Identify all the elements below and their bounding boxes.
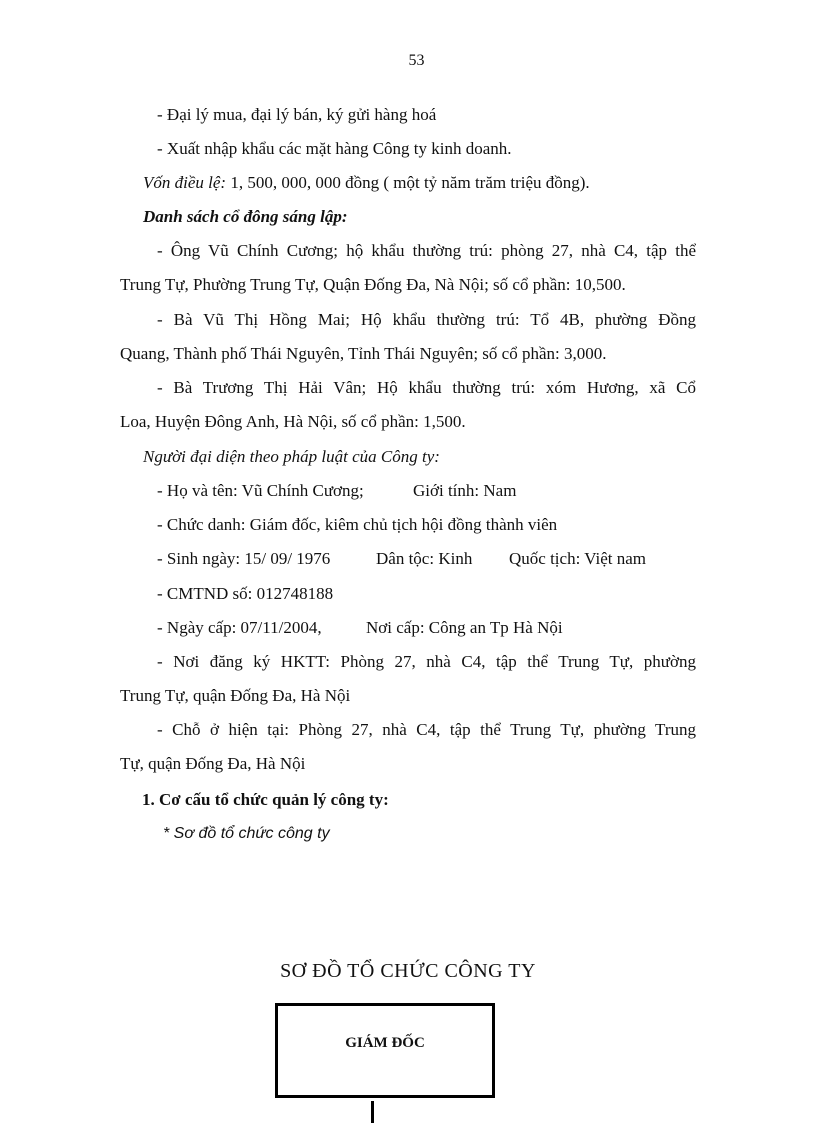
founder-3-line-1: - Bà Trương Thị Hải Vân; Hộ khẩu thường trú: xóm Hương, xã Cổ	[157, 378, 696, 397]
business-line-1: - Đại lý mua, đại lý bán, ký gửi hàng hoá	[157, 105, 437, 124]
rep-nationality: Quốc tịch: Việt nam	[509, 549, 646, 568]
representative-heading: Người đại diện theo pháp luật của Công ty:	[143, 447, 440, 466]
rep-current-line-2: Tự, quận Đống Đa, Hà Nội	[120, 754, 306, 773]
rep-gender: Giới tính: Nam	[413, 481, 517, 500]
founder-2-line-1: - Bà Vũ Thị Hồng Mai; Hộ khẩu thường trú: Tổ 4B, phường Đồng	[157, 310, 696, 329]
founder-1-line-1: - Ông Vũ Chính Cương; hộ khẩu thường trú: phòng 27, nhà C4, tập thể	[157, 241, 696, 260]
charter-capital-value: 1, 500, 000, 000 đồng ( một tỷ năm trăm triệu đồng).	[230, 173, 590, 192]
page-number: 53	[408, 52, 425, 69]
founder-2-line-2: Quang, Thành phố Thái Nguyên, Tỉnh Thái Nguyên; số cổ phần: 3,000.	[120, 344, 607, 363]
org-chart-title: SƠ ĐỒ TỔ CHỨC CÔNG TY	[280, 960, 536, 982]
founders-heading: Danh sách cổ đông sáng lập:	[143, 207, 348, 226]
business-line-2: - Xuất nhập khẩu các mặt hàng Công ty kinh doanh.	[157, 139, 512, 158]
rep-issue-place: Nơi cấp: Công an Tp Hà Nội	[366, 618, 563, 637]
director-box-label: GIÁM ĐỐC	[345, 1035, 425, 1051]
rep-issue-date: - Ngày cấp: 07/11/2004,	[157, 618, 322, 637]
rep-title: - Chức danh: Giám đốc, kiêm chủ tịch hội đồng thành viên	[157, 515, 558, 534]
director-box	[275, 1003, 495, 1098]
founder-1-line-2: Trung Tự, Phường Trung Tự, Quận Đống Đa, Nà Nội; số cổ phần: 10,500.	[120, 275, 626, 294]
rep-current-line-1: - Chỗ ở hiện tại: Phòng 27, nhà C4, tập thể Trung Tự, phường Trung	[157, 720, 696, 739]
founder-3-line-2: Loa, Huyện Đông Anh, Hà Nội, số cổ phần: 1,500.	[120, 412, 466, 431]
rep-registered-line-1: - Nơi đăng ký HKTT: Phòng 27, nhà C4, tập thể Trung Tự, phường	[157, 652, 696, 671]
rep-ethnicity: Dân tộc: Kinh	[376, 549, 473, 568]
rep-name: - Họ và tên: Vũ Chính Cương;	[157, 481, 364, 500]
section-heading: 1. Cơ cấu tổ chức quản lý công ty:	[142, 790, 389, 809]
director-connector	[371, 1101, 374, 1123]
rep-registered-line-2: Trung Tự, quận Đống Đa, Hà Nội	[120, 686, 351, 705]
charter-capital	[143, 172, 590, 194]
rep-id-number: - CMTND số: 012748188	[157, 584, 334, 603]
org-chart-caption: * Sơ đồ tổ chức công ty	[163, 825, 330, 842]
charter-capital-label: Vốn điều lệ:	[143, 173, 227, 192]
rep-birth: - Sinh ngày: 15/ 09/ 1976	[157, 549, 331, 568]
